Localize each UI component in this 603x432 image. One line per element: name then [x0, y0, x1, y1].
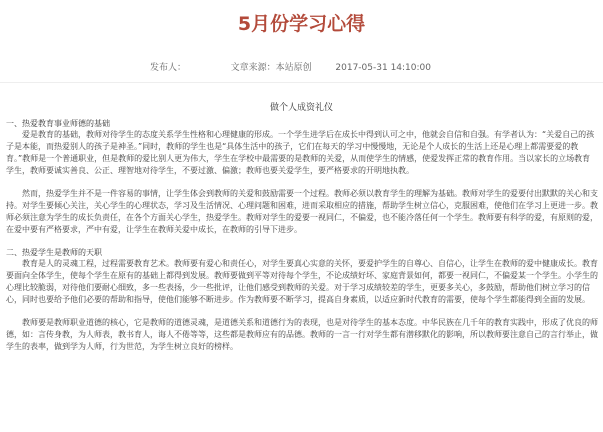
section-heading: 一、热爱教育事业师德的基础 — [6, 119, 110, 128]
article-heading: 做个人成资礼仪 — [269, 103, 333, 113]
paragraph: 然而，热爱学生并不是一件容易的事情，让学生体会到教师的关爱和鼓励需要一个过程。教师必须以教育学生的理解为基础。教师对学生的爱要付出默默的关心和支持。对学生要倾心关注，关心学生的心理状态，学习及生活情况、心理问题和困难，进而采取相应的措施，帮助学生树立信心，克服困难，使他们在学习上更进一步。教师必须注意为学生的成长负责任，在各个方面关心学生，热爱学生。教师对学生的爱要一视同仁，不偏爱，也不能冷落任何一个学生。教师要有科学的爱，有原则的爱，在爱中要有严格要求，严中有爱，让学生在教师关爱中成长，在教师的引导下进步。 — [6, 189, 598, 234]
publisher-label: 发布人： — [150, 63, 187, 73]
paragraph: 爱是教育的基础，教师对待学生的态度关系学生性格和心理健康的形成。一个学生进学后在成长中得到认可之中，他就会自信和自强。有学者认为：“关爱自己的孩子是本能，而热爱别人的孩子是神圣。”同时，教师的学生也是“具体生活中的孩子，它们在每天的学习中慢慢地，无论是个人成长的生活上还是心理上都需要爱的教育。”教师是一个普通职业，但是教师的爱比别人更为伟大，学生在学校中最需要的是教师的关爱，从而使学生的情感，使爱发挥正常的教育作用。当以家长的立场教育学生，教师要诚实善良、公正、理智地对待学生，不要过激、偏激；教师也要关爱学生，要严格要求的开明地执教。 — [6, 130, 595, 175]
publish-datetime: 2017-05-31 14:10:00 — [335, 63, 431, 73]
article-body — [6, 118, 598, 353]
source-label: 文章来源：本站原创 — [230, 63, 312, 73]
paragraph: 教育是人的灵魂工程，过程需要教育艺术。教师要有爱心和责任心，对学生要真心实意的关怀，要爱护学生的自尊心、自信心，让学生在教师的爱中健康成长。教育要面向全体学生，使每个学生在原有的基础上都得到发展。教师要做到平等对待每个学生，不论成绩好坏、家庭背景如何，都要一视同仁，不偏爱某一个学生。小学生的心理比较脆弱，对待他们要耐心细致，多一些表扬，少一些批评，让他们感受到教师的关爱。对于学习成绩较差的学生，更要多关心，多鼓励，帮助他们树立学习的信心，同时也要给予他们必要的帮助和指导，使他们能够不断进步。作为教师要不断学习，提高自身素质，以适应新时代教育的需要，使每个学生都能得到全面的发展。 — [6, 259, 598, 304]
section-heading: 二、热爱学生是教师的天职 — [6, 248, 102, 257]
page-title: 5月份学习心得 — [237, 13, 366, 35]
paragraph: 教师要是教师职业道德的核心，它是教师的道德灵魂，是道德关系和道德行为的表现，也是对待学生的基本态度。中华民族在几千年的教育实践中，形成了优良的师德，如：言传身教，为人师表，教书育人，诲人不倦等等，这些都是教师应有的品德。教师的一言一行对学生都有潜移默化的影响，所以教师要注意自己的言行举止，做学生的表率，做到学为人师，行为世范，为学生树立良好的榜样。 — [6, 318, 598, 351]
header-divider — [0, 82, 603, 83]
article-meta — [150, 60, 431, 72]
